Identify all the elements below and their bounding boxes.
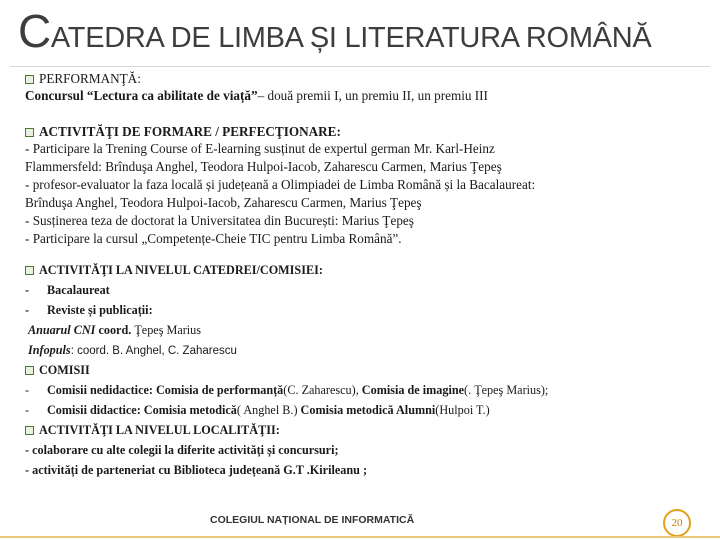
department-heading: ACTIVITĂŢI LA NIVELUL CATEDREI/COMISIEI: bbox=[25, 262, 323, 279]
training-line: - Participare la Trening Course of E-learning susținut de expertul german Mr. Karl-Heinz bbox=[25, 141, 495, 156]
training-line: Flammersfeld: Brînduşa Anghel, Teodora Hulpoi-Iacob, Zaharescu Carmen, Marius Ţepeş bbox=[25, 159, 502, 174]
locality-line: - colaborare cu alte colegii la diferite activități și concursuri; bbox=[25, 443, 339, 457]
training-line: - Participare la cursul „Competențe-Cheie TIC pentru Limba Română”. bbox=[25, 231, 402, 246]
training-heading: ACTIVITĂŢI DE FORMARE / PERFECŢIONARE: bbox=[25, 123, 341, 140]
title-rest: ATEDRA DE LIMBA ȘI LITERATURA ROMÂNĂ bbox=[50, 22, 652, 54]
performance-contest: Concursul “Lectura ca abilitate de viață”– două premii I, un premiu II, un premiu III bbox=[25, 88, 488, 103]
checkbox-bullet-icon bbox=[25, 75, 34, 84]
page-title bbox=[18, 5, 652, 57]
title-divider bbox=[10, 66, 710, 67]
department-item: - Reviste și publicații: bbox=[25, 303, 153, 317]
checkbox-bullet-icon bbox=[25, 128, 34, 137]
training-line: Brînduşa Anghel, Teodora Hulpoi-Iacob, Zaharescu Carmen, Marius Ţepeş bbox=[25, 195, 422, 210]
commissions-heading: COMISII bbox=[25, 362, 90, 379]
training-line: - profesor-evaluator la faza locală și județeană a Olimpiadei de Limba Română și la Bacalaureat: bbox=[25, 177, 536, 192]
title-initial: C bbox=[18, 5, 51, 57]
commissions-nondidactic: - Comisii nedidactice: Comisia de performanță(C. Zaharescu), Comisia de imagine(. Ţepeş Marius); bbox=[25, 383, 549, 397]
locality-heading: ACTIVITĂŢI LA NIVELUL LOCALITĂŢII: bbox=[25, 422, 280, 439]
page-number: 20 bbox=[663, 509, 691, 537]
footer-divider bbox=[0, 536, 720, 538]
footer-school-name: COLEGIUL NAȚIONAL DE INFORMATICĂ bbox=[210, 514, 415, 526]
checkbox-bullet-icon bbox=[25, 426, 34, 435]
checkbox-bullet-icon bbox=[25, 266, 34, 275]
commissions-didactic: - Comisii didactice: Comisia metodică( Anghel B.) Comisia metodică Alumni(Hulpoi T.) bbox=[25, 403, 490, 417]
department-item: - Bacalaureat bbox=[25, 283, 110, 297]
infopuls-line: Infopuls: coord. B. Anghel, C. Zaharescu bbox=[28, 343, 237, 357]
checkbox-bullet-icon bbox=[25, 366, 34, 375]
training-line: - Susținerea teza de doctorat la Universitatea din București: Marius Ţepeş bbox=[25, 213, 414, 228]
anuarul-line: Anuarul CNI coord. Ţepeş Marius bbox=[28, 323, 202, 337]
performance-heading: PERFORMANŢĂ: bbox=[25, 70, 141, 87]
locality-line: - activități de parteneriat cu Biblioteca județeană G.T .Kirileanu ; bbox=[25, 463, 367, 477]
